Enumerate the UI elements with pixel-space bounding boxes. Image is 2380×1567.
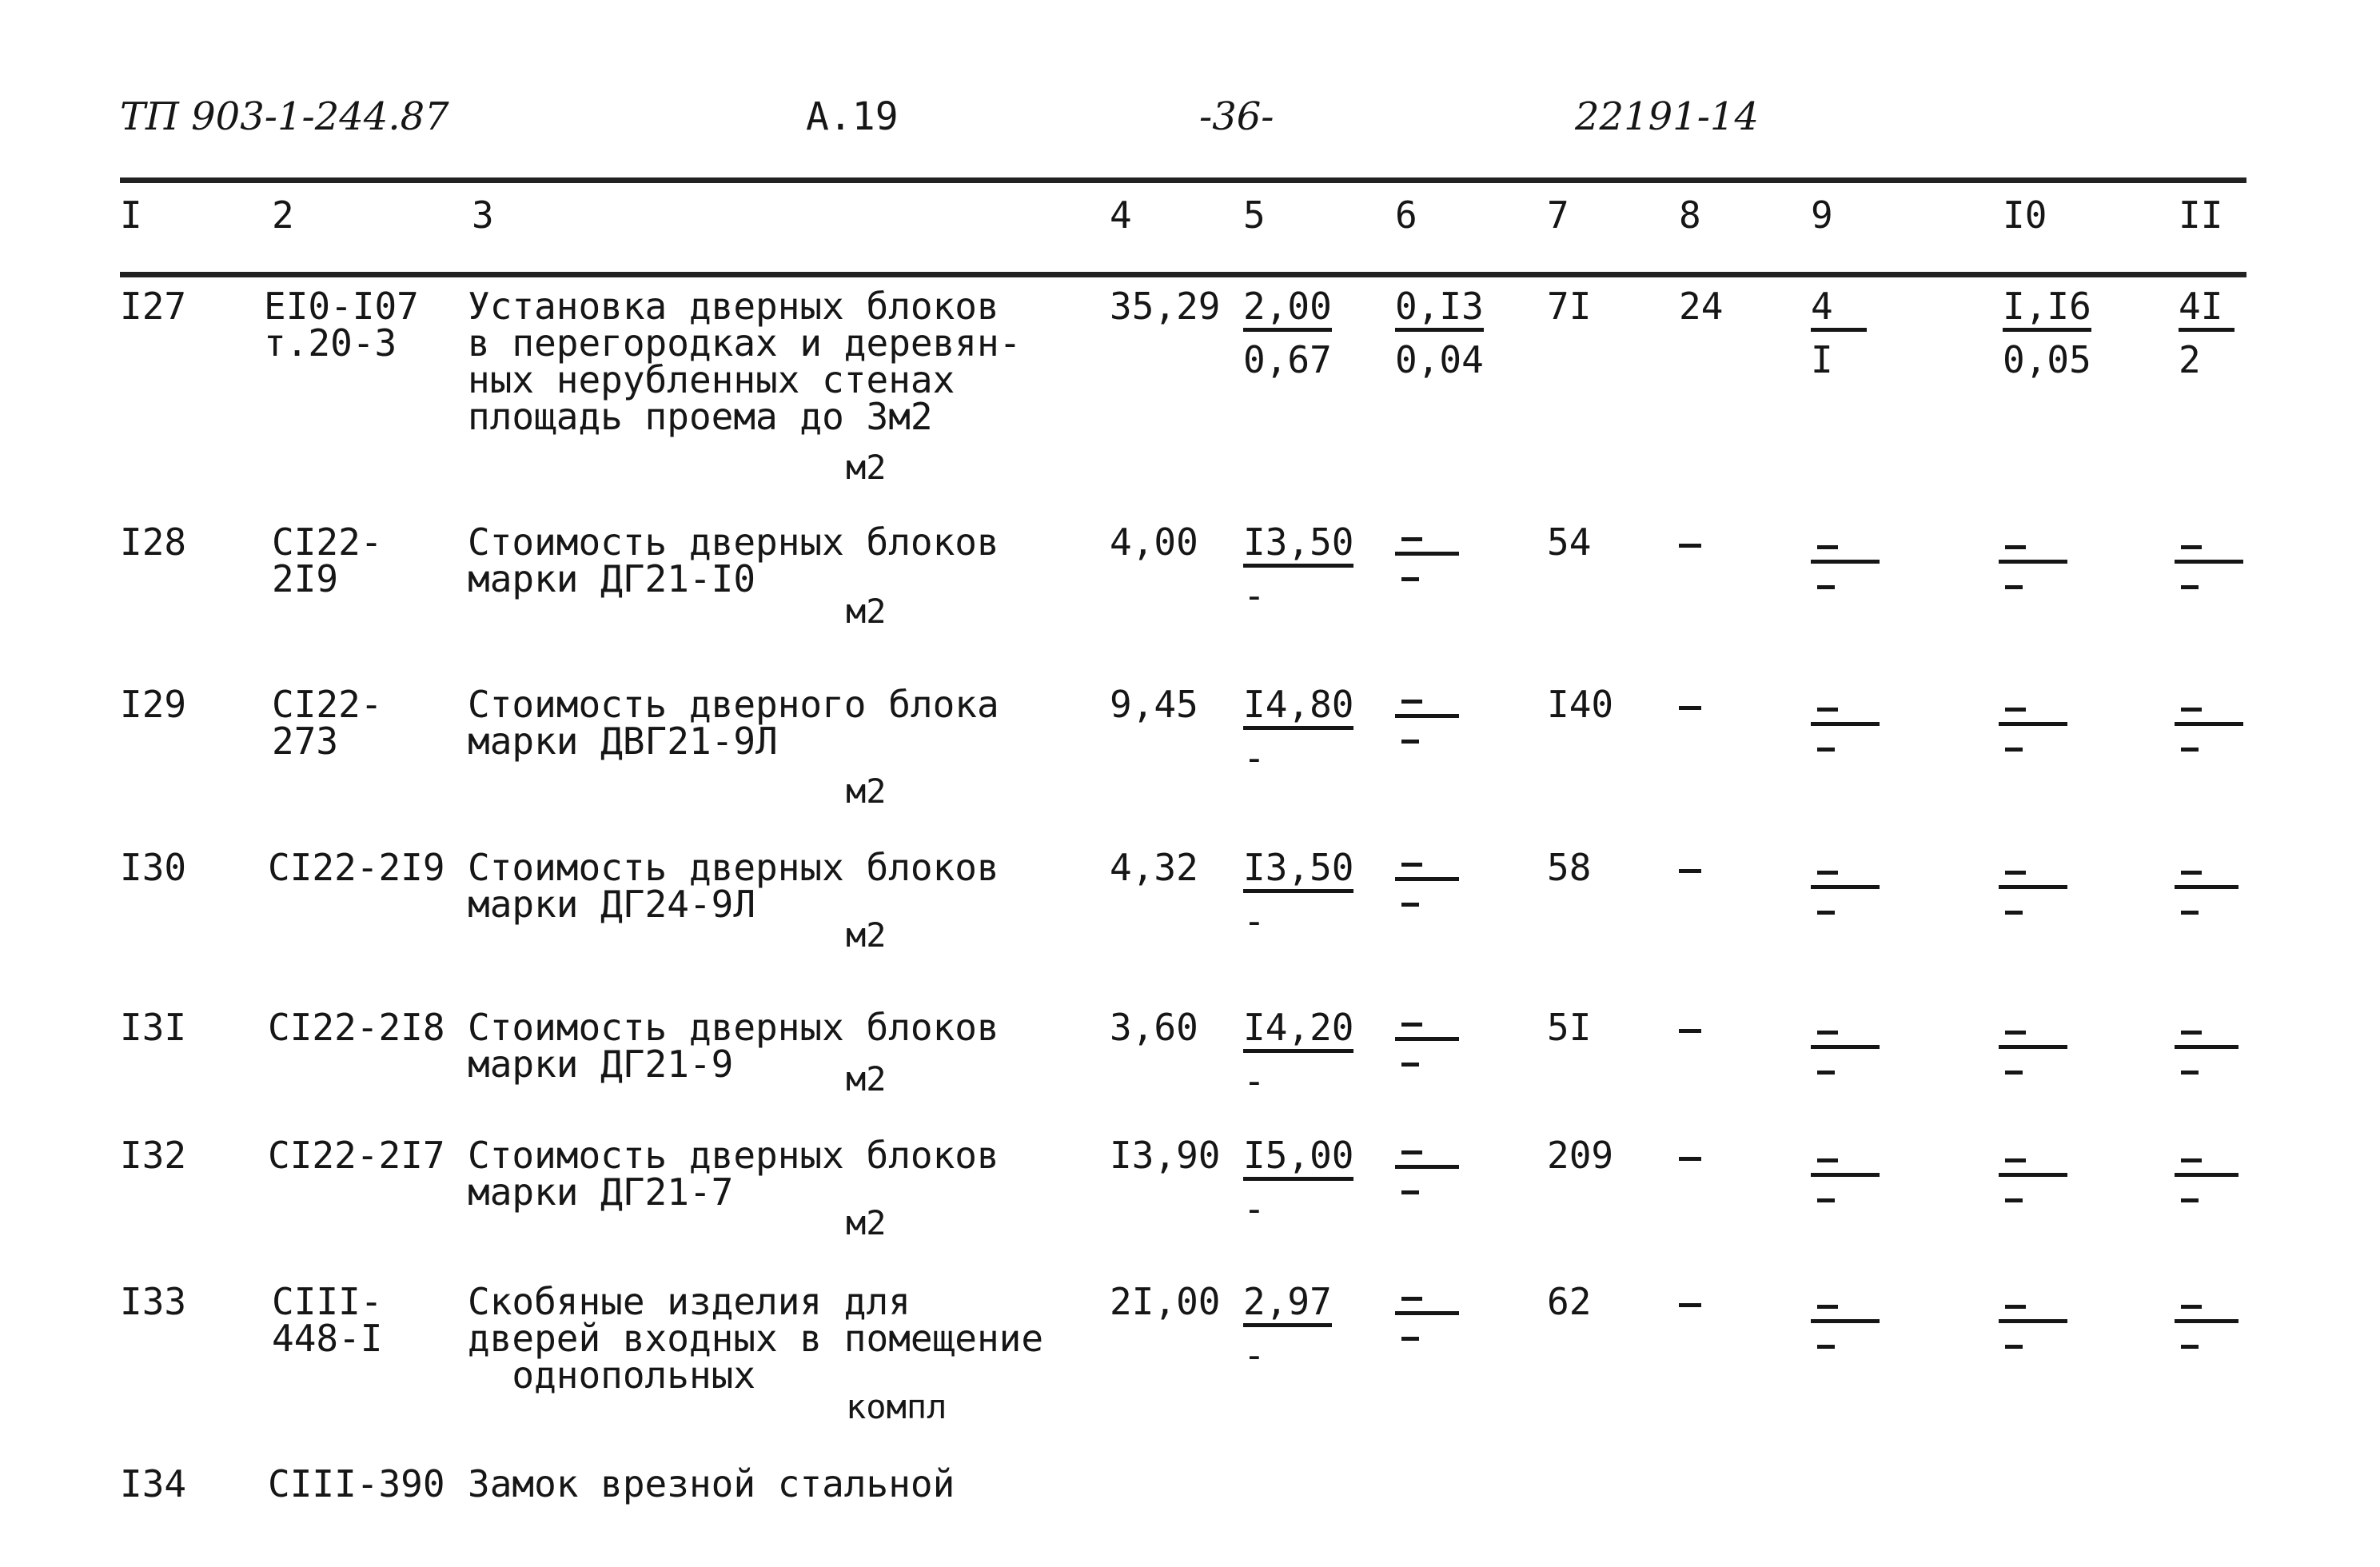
quantity: 4,00 bbox=[1110, 520, 1198, 564]
labor-total-machinists: 2 bbox=[2179, 338, 2201, 381]
row-number: I27 bbox=[120, 285, 187, 328]
wages-cost: 24 bbox=[1679, 285, 1724, 328]
quantity: 35,29 bbox=[1110, 285, 1221, 328]
total-cost: 62 bbox=[1547, 1280, 1592, 1323]
wages-cost bbox=[1679, 706, 1701, 710]
wages-cost bbox=[1679, 1157, 1701, 1161]
labor-total bbox=[2175, 536, 2246, 600]
quantity: 2I,00 bbox=[1110, 1280, 1221, 1323]
total-cost: 7I bbox=[1547, 285, 1592, 328]
unit-of-measure: м2 bbox=[846, 592, 887, 631]
machine-total bbox=[1811, 1149, 1883, 1213]
total-cost: I40 bbox=[1547, 683, 1614, 726]
machine-cost bbox=[1395, 1013, 1464, 1077]
column-header-4: 4 bbox=[1110, 193, 1132, 237]
unit-cost bbox=[1243, 1006, 1354, 1102]
column-header-2: 2 bbox=[272, 193, 294, 237]
unit-cost bbox=[1243, 520, 1354, 617]
album-number: А.19 bbox=[806, 94, 899, 139]
labor-per-unit bbox=[1999, 861, 2071, 925]
labor-total bbox=[2175, 861, 2243, 925]
total-cost: 5I bbox=[1547, 1006, 1592, 1049]
work-description: Скобяные изделия для дверей входных в помещение однопольных bbox=[468, 1280, 1044, 1397]
norm-code: CI22-2I8 bbox=[268, 1006, 445, 1049]
work-description: Стоимость дверного блока марки ДВГ21-9Л bbox=[468, 683, 999, 763]
unit-cost-wages: - bbox=[1243, 1059, 1266, 1102]
norm-code: CIII- 448-I bbox=[272, 1280, 383, 1360]
wages-cost bbox=[1679, 544, 1701, 548]
machine-total bbox=[1811, 1021, 1883, 1085]
unit-cost-wages: - bbox=[1243, 899, 1266, 943]
machine-total bbox=[1811, 1295, 1883, 1359]
total-cost: 58 bbox=[1547, 846, 1592, 889]
row-number: I32 bbox=[120, 1134, 187, 1177]
unit-cost-total: I4,80 bbox=[1243, 686, 1353, 730]
column-header-1: I bbox=[120, 193, 142, 237]
column-header-9: 9 bbox=[1811, 193, 1833, 237]
work-description: Стоимость дверных блоков марки ДГ21-7 bbox=[468, 1134, 999, 1214]
labor-total-workers: 4I bbox=[2179, 288, 2234, 332]
unit-of-measure: м2 bbox=[846, 448, 887, 487]
work-description: Стоимость дверных блоков марки ДГ24-9Л bbox=[468, 846, 999, 926]
unit-cost-total: 2,00 bbox=[1243, 288, 1332, 332]
machine-total bbox=[1811, 861, 1883, 925]
labor-total bbox=[2175, 698, 2246, 762]
quantity: I3,90 bbox=[1110, 1134, 1221, 1177]
unit-cost-total: I4,20 bbox=[1243, 1009, 1353, 1053]
document-code: ТП 903-1-244.87 bbox=[120, 94, 449, 139]
unit-cost-total: 2,97 bbox=[1243, 1283, 1332, 1327]
work-description: Стоимость дверных блоков марки ДГ21-9 bbox=[468, 1006, 999, 1086]
work-description: Замок врезной стальной bbox=[468, 1462, 955, 1505]
unit-cost bbox=[1243, 1280, 1332, 1377]
unit-of-measure: компл bbox=[846, 1387, 947, 1426]
unit-of-measure: м2 bbox=[846, 1059, 887, 1098]
row-number: I29 bbox=[120, 683, 187, 726]
column-header-3: 3 bbox=[472, 193, 494, 237]
labor-total bbox=[2175, 1021, 2243, 1085]
machine-total bbox=[1811, 536, 1883, 600]
unit-cost-wages: 0,67 bbox=[1243, 338, 1332, 381]
unit-cost-wages: - bbox=[1243, 1187, 1266, 1230]
row-number: I34 bbox=[120, 1462, 187, 1505]
machine-total bbox=[1811, 698, 1883, 762]
row-number: I33 bbox=[120, 1280, 187, 1323]
work-description: Установка дверных блоков в перегородках и деревян- ных нерубленных стенах площадь проема до 3м2 bbox=[468, 285, 1022, 438]
column-header-6: 6 bbox=[1395, 193, 1417, 237]
unit-of-measure: м2 bbox=[846, 915, 887, 955]
norm-code: CIII-390 bbox=[268, 1462, 445, 1505]
machine-cost-total: 0,I3 bbox=[1395, 288, 1484, 332]
labor-per-unit bbox=[1999, 536, 2071, 600]
labor-per-unit-workers: I,I6 bbox=[2003, 288, 2091, 332]
table-header-rule bbox=[120, 272, 2246, 277]
machine-cost bbox=[1395, 1287, 1464, 1351]
unit-of-measure: м2 bbox=[846, 1203, 887, 1242]
column-header-8: 8 bbox=[1679, 193, 1701, 237]
machine-cost bbox=[1395, 528, 1464, 592]
machine-cost bbox=[1395, 690, 1464, 754]
machine-total-wages: I bbox=[1811, 338, 1833, 381]
labor-per-unit bbox=[2003, 285, 2091, 381]
unit-cost bbox=[1243, 1134, 1354, 1230]
norm-code: CI22- 2I9 bbox=[272, 520, 383, 600]
total-cost: 54 bbox=[1547, 520, 1592, 564]
unit-cost-total: I3,50 bbox=[1243, 849, 1353, 893]
page-number: -36- bbox=[1199, 94, 1274, 139]
unit-cost bbox=[1243, 846, 1354, 943]
machine-cost-wages: 0,04 bbox=[1395, 338, 1484, 381]
wages-cost bbox=[1679, 1029, 1701, 1033]
unit-cost-wages: - bbox=[1243, 736, 1266, 780]
norm-code: CI22- 273 bbox=[272, 683, 383, 763]
quantity: 4,32 bbox=[1110, 846, 1198, 889]
table-top-rule bbox=[120, 177, 2246, 183]
total-cost: 209 bbox=[1547, 1134, 1614, 1177]
unit-of-measure: м2 bbox=[846, 772, 887, 811]
column-header-5: 5 bbox=[1243, 193, 1266, 237]
column-header-10: I0 bbox=[2003, 193, 2047, 237]
column-header-11: II bbox=[2179, 193, 2223, 237]
labor-per-unit bbox=[1999, 698, 2071, 762]
work-description: Стоимость дверных блоков марки ДГ21-I0 bbox=[468, 520, 999, 600]
unit-cost-total: I3,50 bbox=[1243, 524, 1353, 568]
unit-cost-total: I5,00 bbox=[1243, 1137, 1353, 1181]
machine-cost bbox=[1395, 853, 1464, 917]
norm-code: EI0-I07 т.20-3 bbox=[264, 285, 419, 365]
labor-total bbox=[2179, 285, 2234, 381]
unit-cost bbox=[1243, 683, 1354, 780]
machine-cost bbox=[1395, 1141, 1464, 1205]
machine-total bbox=[1811, 285, 1867, 381]
row-number: I30 bbox=[120, 846, 187, 889]
row-number: I28 bbox=[120, 520, 187, 564]
unit-cost bbox=[1243, 285, 1332, 381]
quantity: 9,45 bbox=[1110, 683, 1198, 726]
norm-code: CI22-2I7 bbox=[268, 1134, 445, 1177]
labor-total bbox=[2175, 1295, 2243, 1359]
wages-cost bbox=[1679, 869, 1701, 873]
labor-per-unit-machinists: 0,05 bbox=[2003, 338, 2091, 381]
labor-per-unit bbox=[1999, 1021, 2071, 1085]
sheet-number: 22191-14 bbox=[1575, 94, 1759, 139]
labor-total bbox=[2175, 1149, 2243, 1213]
unit-cost-wages: - bbox=[1243, 1334, 1266, 1377]
machine-total-value: 4 bbox=[1811, 288, 1867, 332]
row-number: I3I bbox=[120, 1006, 187, 1049]
wages-cost bbox=[1679, 1303, 1701, 1307]
labor-per-unit bbox=[1999, 1295, 2071, 1359]
labor-per-unit bbox=[1999, 1149, 2071, 1213]
column-header-7: 7 bbox=[1547, 193, 1569, 237]
machine-cost bbox=[1395, 285, 1484, 381]
quantity: 3,60 bbox=[1110, 1006, 1198, 1049]
unit-cost-wages: - bbox=[1243, 574, 1266, 617]
norm-code: CI22-2I9 bbox=[268, 846, 445, 889]
